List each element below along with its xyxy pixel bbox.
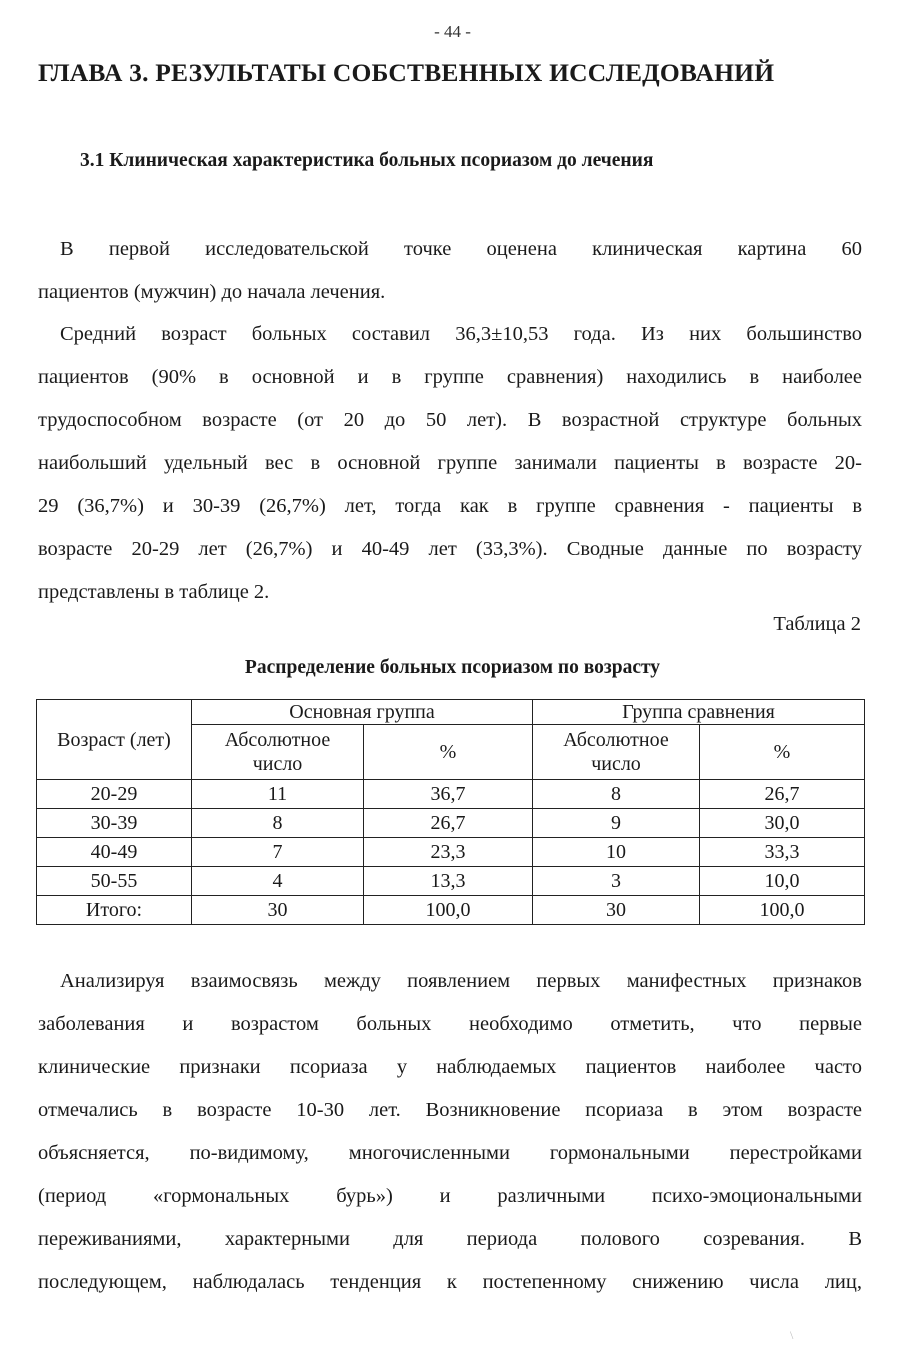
cell-pct-main: 36,7 [364, 780, 533, 809]
page-number: - 44 - [434, 22, 471, 41]
cell-age: 30-39 [37, 809, 192, 838]
paragraph-line: наибольший удельный вес в основной группе занимали пациенты в возрасте 20- [38, 452, 862, 474]
paragraph-2 [38, 313, 862, 614]
cell-abs-main: 4 [192, 867, 364, 896]
cell-abs-compare: 3 [533, 867, 700, 896]
paragraph-line: клинические признаки псориаза у наблюдаемых пациентов наиболее часто [38, 1056, 862, 1078]
cell-pct-main: 100,0 [364, 896, 533, 925]
paragraph-line: возрасте 20-29 лет (26,7%) и 40-49 лет (33,3%). Сводные данные по возрасту [38, 538, 862, 560]
cell-pct-compare: 30,0 [700, 809, 865, 838]
paragraph-line: пациентов (90% в основной и в группе сравнения) находились в наиболее [38, 366, 862, 388]
table-row [37, 809, 865, 838]
cell-abs-main: 7 [192, 838, 364, 867]
chapter-title: ГЛАВА 3. РЕЗУЛЬТАТЫ СОБСТВЕННЫХ ИССЛЕДОВАНИЙ [38, 58, 775, 87]
paragraph-line: переживаниями, характерными для периода полового созревания. В [38, 1228, 862, 1250]
cell-pct-compare: 26,7 [700, 780, 865, 809]
table-title: Распределение больных псориазом по возрасту [244, 657, 661, 678]
header-group-main: Основная группа [192, 700, 533, 725]
cell-pct-main: 13,3 [364, 867, 533, 896]
cell-abs-main: 8 [192, 809, 364, 838]
paragraph-1 [38, 228, 862, 314]
cell-abs-main: 11 [192, 780, 364, 809]
header-group-compare: Группа сравнения [533, 700, 865, 725]
cell-age: 50-55 [37, 867, 192, 896]
paragraph-line: последующем, наблюдалась тенденция к постепенному снижению числа лиц, [38, 1271, 862, 1293]
paragraph-line: представлены в таблице 2. [38, 581, 270, 603]
table-row [37, 780, 865, 809]
scan-mark: \ [790, 1328, 794, 1342]
paragraph-line: объясняется, по-видимому, многочисленными гормональными перестройками [38, 1142, 862, 1164]
cell-abs-compare: 8 [533, 780, 700, 809]
cell-pct-main: 23,3 [364, 838, 533, 867]
cell-abs-compare: 9 [533, 809, 700, 838]
paragraph-line: 29 (36,7%) и 30-39 (26,7%) лет, тогда как в группе сравнения - пациенты в [38, 495, 862, 517]
paragraph-line: (период «гормональных бурь») и различными психо-эмоциональными [38, 1185, 862, 1207]
cell-age: 20-29 [37, 780, 192, 809]
cell-age: 40-49 [37, 838, 192, 867]
section-title: 3.1 Клиническая характеристика больных псориазом до лечения [80, 150, 654, 171]
paragraph-line: отмечались в возрасте 10-30 лет. Возникновение псориаза в этом возрасте [38, 1099, 862, 1121]
header-abs-compare: Абсолютное число [533, 725, 700, 780]
cell-abs-main: 30 [192, 896, 364, 925]
paragraph-3 [38, 960, 862, 1304]
paragraph-line: Анализируя взаимосвязь между появлением первых манифестных признаков [60, 970, 862, 992]
table-row-total [37, 896, 865, 925]
header-age: Возраст (лет) [37, 700, 192, 780]
paragraph-line: заболевания и возрастом больных необходимо отметить, что первые [38, 1013, 862, 1035]
age-distribution-table [36, 699, 865, 925]
header-abs-main: Абсолютное число [192, 725, 364, 780]
paragraph-line: трудоспособном возрасте (от 20 до 50 лет). В возрастной структуре больных [38, 409, 862, 431]
table-row [37, 838, 865, 867]
table-row [37, 867, 865, 896]
header-pct-main: % [364, 725, 533, 780]
cell-pct-compare: 33,3 [700, 838, 865, 867]
cell-pct-compare: 100,0 [700, 896, 865, 925]
paragraph-line: Средний возраст больных составил 36,3±10,53 года. Из них большинство [60, 323, 862, 345]
cell-pct-compare: 10,0 [700, 867, 865, 896]
header-pct-compare: % [700, 725, 865, 780]
table-label: Таблица 2 [773, 613, 861, 635]
paragraph-line: пациентов (мужчин) до начала лечения. [38, 281, 386, 303]
cell-age: Итого: [37, 896, 192, 925]
cell-pct-main: 26,7 [364, 809, 533, 838]
cell-abs-compare: 10 [533, 838, 700, 867]
cell-abs-compare: 30 [533, 896, 700, 925]
paragraph-line: В первой исследовательской точке оценена клиническая картина 60 [60, 238, 862, 260]
